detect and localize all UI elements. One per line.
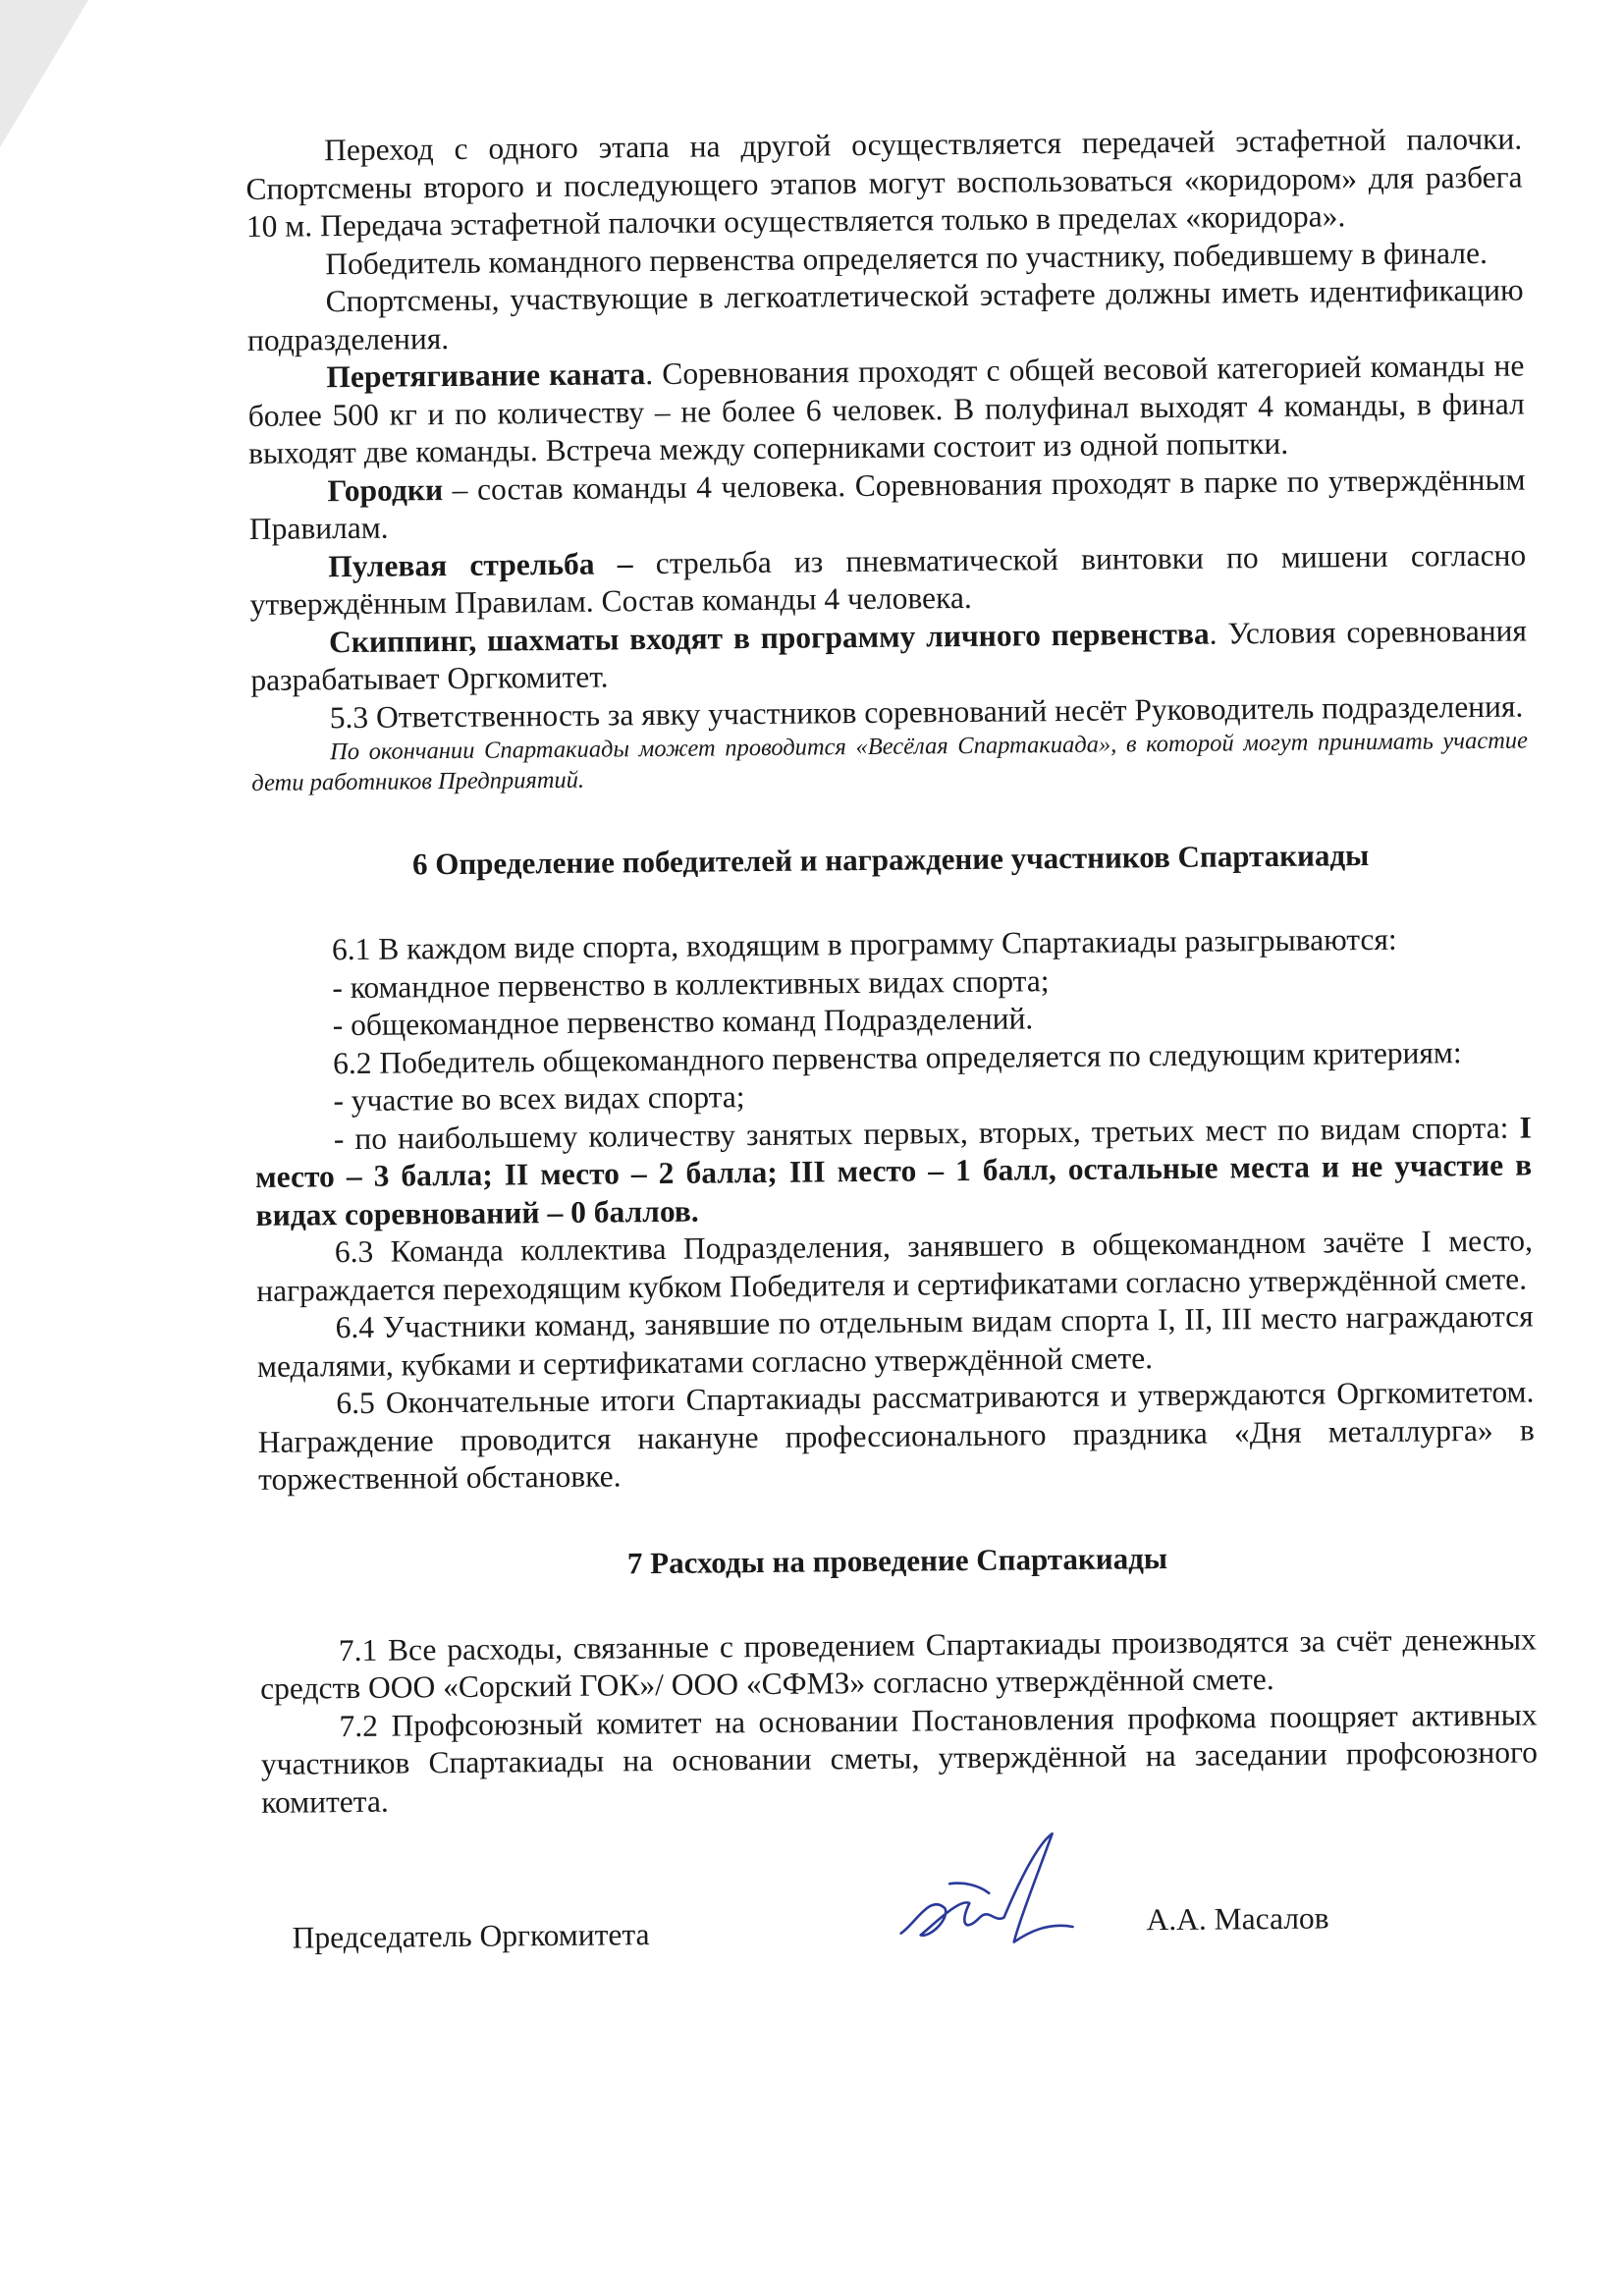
shooting-text: стрельба из пневматической винтовки по мишени согласно утверждённым Правилам. Состав команды 4 человека. xyxy=(249,537,1527,622)
section-6-heading: 6 Определение победителей и награждение участников Спартакиады xyxy=(411,838,1370,882)
list-item-overall: - общекомандное первенство команд Подразделений. xyxy=(332,1001,1034,1043)
tug-of-war-term: Перетягивание каната xyxy=(326,356,646,395)
clause-7-1: 7.1 Все расходы, связанные с проведением Спартакиады производятся за счёт денежных средств ООО «Сорский ГОК»/ ООО «СФМЗ» согласно утверждённой смете. xyxy=(260,1620,1537,1706)
clause-6-2: 6.2 Победитель общекомандного первенства определяется по следующим критериям: xyxy=(332,1034,1462,1080)
criterion-points: I место – 3 балла; II место – 2 балла; III место – 1 балл, остальные места и не участие в видах соревнований – 0 баллов. xyxy=(255,1109,1533,1232)
gorodki-term: Городки xyxy=(327,471,444,508)
clause-7-2: 7.2 Профсоюзный комитет на основании Постановления профкома поощряет активных участников Спартакиады на основании сметы, утверждённой на заседании профсоюзного комитета. xyxy=(260,1696,1539,1820)
handwritten-signature xyxy=(891,1824,1098,1973)
clause-6-5: 6.5 Окончательные итоги Спартакиады рассматриваются и утверждаются Оргкомитетом. Награждение проводится накануне профессионального праздника «Дня металлурга» в торжественной обстановке. xyxy=(257,1374,1535,1497)
clause-6-1: 6.1 В каждом виде спорта, входящим в программу Спартакиады разыгрываются: xyxy=(331,921,1397,967)
tug-of-war-text: . Соревнования проходят с общей весовой категорией команды не более 500 кг и по количеству – не более 6 человек. В полуфинал выходят 4 команды, в финал выходят две команды. Встреча между соперниками состоит из одной попытки. xyxy=(247,348,1525,470)
italic-note: По окончании Спартакиады может проводится «Весёлая Спартакиада», в которой могут принимать участие дети работников Предприятий. xyxy=(251,727,1529,796)
clause-6-4: 6.4 Участники команд, занявшие по отдельным видам спорта I, II, III место награждаются медалями, кубками и сертификатами согласно утверждённой смете. xyxy=(256,1298,1534,1384)
criterion-places-text: - по наибольшему количеству занятых первых, вторых, третьих мест по видам спорта: xyxy=(333,1110,1520,1156)
clause-5-3: 5.3 Ответственность за явку участников соревнований несёт Руководитель подразделения. xyxy=(329,688,1524,735)
section-7-heading: 7 Расходы на проведение Спартакиады xyxy=(626,1540,1168,1580)
signatory-name: А.А. Масалов xyxy=(1146,1900,1329,1938)
document-body xyxy=(245,121,1540,1969)
skipping-text: . Условия соревнования разрабатывает Оргкомитет. xyxy=(250,612,1528,697)
clause-6-3: 6.3 Команда коллектива Подразделения, занявшего в общекомандном зачёте I место, награждается переходящим кубком Победителя и сертификатами согласно утверждённой смете. xyxy=(256,1223,1534,1308)
skipping-paragraph xyxy=(250,612,1528,699)
tug-of-war-paragraph xyxy=(247,348,1525,473)
gorodki-text: – состав команды 4 человека. Соревнования проходят в парке по утверждённым Правилам. xyxy=(248,462,1526,546)
scan-page-corner xyxy=(0,0,88,147)
signature-block xyxy=(262,1838,1540,1968)
skipping-term: Скиппинг, шахматы входят в программу личного первенства xyxy=(328,616,1210,659)
relay-paragraph-1: Переход с одного этапа на другой осуществляется передачей эстафетной палочки. Спортсмены второго и последующего этапов могут воспользоваться «коридором» для разбега 10 м. Передача эстафетной палочки осуществляется только в пределах «коридора». xyxy=(245,121,1523,244)
shooting-term: Пулевая стрельба – xyxy=(328,545,633,583)
criterion-places xyxy=(255,1109,1533,1234)
gorodki-paragraph xyxy=(248,461,1526,548)
list-item-team: - командное первенство в коллективных видах спорта; xyxy=(332,962,1050,1005)
relay-paragraph-2: Победитель командного первенства определяется по участнику, победившему в финале. xyxy=(325,235,1489,281)
signatory-role: Председатель Оргкомитета xyxy=(292,1917,650,1955)
criterion-participation: - участие во всех видах спорта; xyxy=(333,1079,745,1119)
shooting-paragraph xyxy=(249,536,1527,624)
relay-paragraph-3: Спортсмены, участвующие в легкоатлетической эстафете должны иметь идентификацию подразделения. xyxy=(246,272,1524,357)
